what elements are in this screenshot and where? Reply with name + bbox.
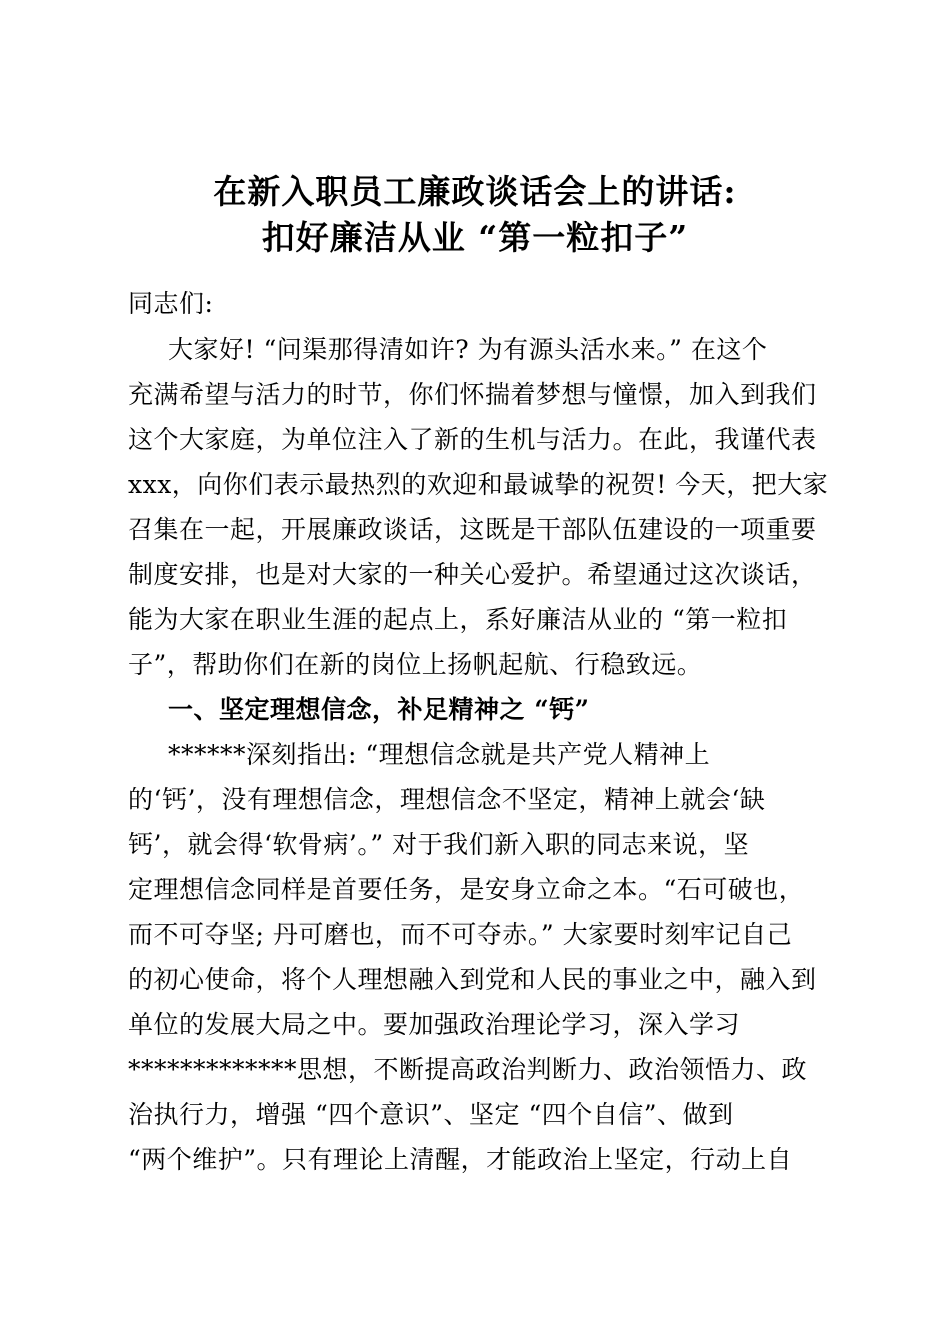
paragraph-2-line: “两个维护”。只有理论上清醒，才能政治上坚定，行动上自 — [128, 1145, 793, 1174]
paragraph-2-line: 的初心使命，将个人理想融入到党和人民的事业之中，融入到 — [128, 965, 817, 994]
paragraph-1-line: 这个大家庭，为单位注入了新的生机与活力。在此，我谨代表 — [128, 425, 817, 454]
paragraph-2-line: 的‘钙’，没有理想信念，理想信念不坚定，精神上就会‘缺 — [128, 785, 766, 814]
paragraph-2-line: 钙’，就会得‘软骨病’。” 对于我们新入职的同志来说，坚 — [128, 830, 750, 859]
paragraph-1-line: xxx，向你们表示最热烈的欢迎和最诚挚的祝贺! 今天，把大家 — [128, 470, 829, 499]
salutation: 同志们: — [128, 289, 214, 318]
document-title-line-2: 扣好廉洁从业 “第一粒扣子” — [261, 218, 689, 257]
paragraph-2-line: 定理想信念同样是首要任务，是安身立命之本。“石可破也， — [128, 875, 805, 904]
paragraph-2-line: 而不可夺坚; 丹可磨也，而不可夺赤。” 大家要时刻牢记自己 — [128, 920, 793, 949]
paragraph-1-line: 召集在一起，开展廉政谈话，这既是干部队伍建设的一项重要 — [128, 515, 817, 544]
section-heading-1: 一、坚定理想信念，补足精神之 “钙” — [168, 695, 590, 724]
paragraph-1-line: 制度安排，也是对大家的一种关心爱护。希望通过这次谈话， — [128, 560, 817, 589]
paragraph-2-line: *************思想，不断提高政治判断力、政治领悟力、政 — [128, 1055, 808, 1084]
paragraph-2-line: ******深刻指出: “理想信念就是共产党人精神上 — [168, 740, 711, 769]
paragraph-1-line: 子”，帮助你们在新的岗位上扬帆起航、行稳致远。 — [128, 650, 703, 679]
paragraph-1-line: 能为大家在职业生涯的起点上，系好廉洁从业的 “第一粒扣 — [128, 605, 788, 634]
paragraph-1-line: 充满希望与活力的时节，你们怀揣着梦想与憧憬，加入到我们 — [128, 380, 817, 409]
paragraph-2-line: 单位的发展大局之中。要加强政治理论学习，深入学习 — [128, 1010, 741, 1039]
paragraph-1-line: 大家好! “问渠那得清如许? 为有源头活水来。” 在这个 — [168, 335, 768, 364]
document-title-line-1: 在新入职员工廉政谈话会上的讲话: — [213, 172, 737, 211]
paragraph-2-line: 治执行力，增强 “四个意识”、坚定 “四个自信”、做到 — [128, 1100, 734, 1129]
